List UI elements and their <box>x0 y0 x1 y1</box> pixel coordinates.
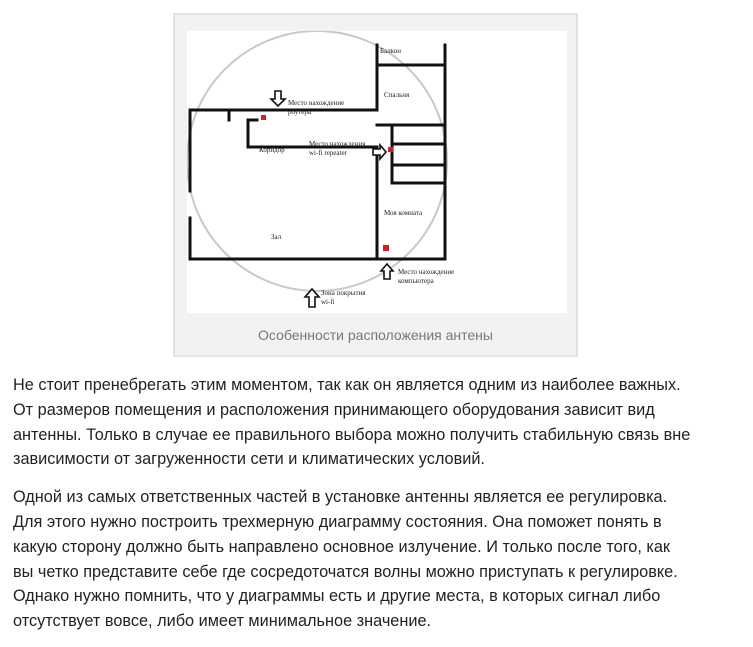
label-bedroom: Спальня <box>384 91 410 99</box>
label-coverage-line1: Зона покрытия <box>321 289 366 297</box>
figure-caption: Особенности расположения антены <box>258 327 493 343</box>
label-computer-line1: Место нахождение <box>398 268 455 276</box>
text-line: какую сторону должно быть направлено основное излучение. И только после того, как <box>13 537 671 556</box>
paragraph <box>13 373 748 472</box>
floor-plan-image <box>187 31 567 313</box>
article-body <box>13 373 748 647</box>
label-repeater-line1: Место нахождения <box>309 140 366 148</box>
floor-plan-drawing <box>187 31 567 313</box>
router-marker <box>261 115 266 120</box>
repeater-marker <box>388 147 393 152</box>
label-my-room: Моя комната <box>384 209 423 217</box>
text-line: Одной из самых ответственных частей в установке антенны является ее регулировка. <box>13 488 668 507</box>
arrow-icons <box>271 91 393 307</box>
label-router-line2: роутера <box>288 108 312 116</box>
label-router-line1: Место нахождение <box>288 99 345 107</box>
label-balcony: Балкон <box>380 47 401 55</box>
arrow-down-icon <box>271 91 285 106</box>
text-line: зависимости от загруженности сети и климатических условий. <box>13 450 485 469</box>
floor-plan-figure <box>173 13 578 357</box>
text-line: антенны. Только в случае ее правильного выбора можно получить стабильную связь вне <box>13 425 691 444</box>
text-line: отсутствует вовсе, либо имеет минимальное значение. <box>13 612 432 631</box>
computer-marker <box>383 245 389 251</box>
label-corridor: Коридор <box>259 146 285 154</box>
coverage-circle <box>187 31 447 291</box>
text-line: Однако нужно помнить, что у диаграммы есть и другие места, в которых сигнал либо <box>13 587 661 606</box>
text-line: Для этого нужно построить трехмерную диаграмму состояния. Она поможет понять в <box>13 512 662 531</box>
paragraph <box>13 485 748 634</box>
text-line: От размеров помещения и расположения принимающего оборудования зависит вид <box>13 400 655 419</box>
label-computer-line2: компьютера <box>398 277 434 285</box>
label-coverage-line2: wi-fi <box>321 298 335 306</box>
text-line: Не стоит пренебрегать этим моментом, так как он является одним из наиболее важных. <box>13 376 681 394</box>
arrow-up-icon <box>381 264 393 279</box>
text-line: вы четко представите себе где сосредоточатся волны можно приступать к регулировке. <box>13 562 678 581</box>
label-hall: Зал <box>271 233 282 241</box>
label-repeater-line2: wi-fi repeater <box>309 149 347 157</box>
